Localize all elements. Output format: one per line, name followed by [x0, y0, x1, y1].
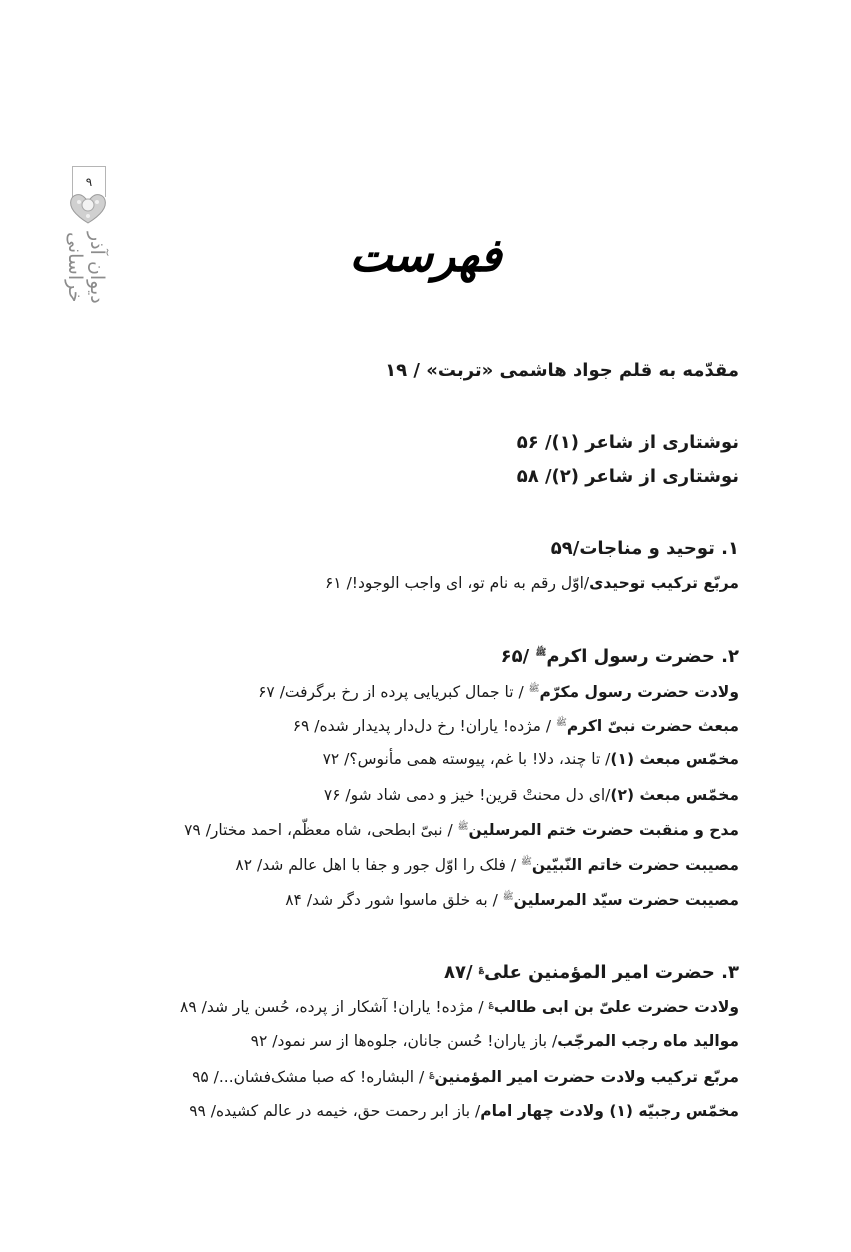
separator: /	[340, 786, 351, 804]
section-heading[interactable]	[444, 962, 739, 983]
toc-item[interactable]	[180, 998, 739, 1016]
ornament-icon	[67, 191, 109, 225]
page-ref: ۵۹	[550, 538, 573, 559]
item-title: مدح و منقبت حضرت ختم المرسلین	[468, 821, 739, 840]
separator: /	[572, 538, 580, 559]
item-title: مصیبت حضرت سیّد المرسلین	[513, 891, 739, 910]
separator: /	[309, 717, 320, 736]
item-subtitle: /اوّل رقم به نام تو، ای واجب الوجود!	[351, 574, 590, 592]
item-title: مخمّس مبعث (۱)	[610, 750, 739, 768]
section-heading[interactable]	[501, 646, 739, 667]
item-title: مربّع ترکیب ولادت حضرت امیر المؤمنین	[434, 1068, 739, 1086]
honorific-glyph-icon: ﷺ	[528, 684, 540, 694]
separator: /	[267, 1032, 278, 1050]
item-title: موالید ماه رجب المرجّب	[557, 1032, 739, 1050]
toc-entry[interactable]	[517, 466, 739, 487]
separator: /	[301, 891, 313, 910]
item-title: مبعث حضرت نبیّ اکرم	[566, 717, 739, 736]
item-subtitle: / البشاره! که صبا مشک‌فشان...	[218, 1068, 430, 1086]
section-title: ۱. توحید و مناجات	[579, 538, 739, 559]
page-ref: ۸۹	[180, 998, 197, 1016]
item-subtitle: / به خلق ماسوا شور دگر شد	[312, 891, 503, 910]
toc-entry[interactable]	[385, 360, 739, 381]
toc-item[interactable]	[323, 750, 739, 768]
honorific-glyph-icon: ﷺ	[535, 648, 547, 658]
page-ref: ۸۴	[285, 891, 302, 910]
page-title: فهرست	[349, 228, 502, 282]
item-subtitle: / باز ابر رحمت حق، خیمه در عالم کشیده	[216, 1102, 481, 1120]
page-ref: ۵۸	[516, 466, 539, 487]
page-ref: ۷۶	[323, 786, 341, 804]
separator: /	[252, 856, 263, 875]
entry-title: نوشتاری از شاعر (۲)	[551, 466, 739, 487]
entry-title: مقدّمه به قلم جواد هاشمی «تربت»	[426, 360, 739, 381]
honorific-glyph-icon: ؏	[478, 964, 485, 974]
item-subtitle: / مژده! یاران! آشکار از پرده، حُسن یار شد	[206, 998, 489, 1016]
page-ref: ۶۹	[292, 717, 310, 736]
toc-item[interactable]	[192, 1068, 739, 1086]
section-title: ۲. حضرت رسول اکرم	[546, 646, 739, 667]
item-title: مخمّس مبعث (۲)	[610, 786, 739, 804]
page-ref: ۷۹	[184, 821, 201, 840]
section-title: ۳. حضرت امیر المؤمنین علی	[484, 962, 739, 983]
toc-item[interactable]	[285, 890, 739, 909]
page-ref: ۷۲	[322, 750, 340, 768]
item-subtitle: / تا چند، دلا! با غم، پیوسته همی مأنوس؟	[349, 750, 611, 768]
item-subtitle: / نبیّ ابطحی، شاه معظّم، احمد مختار	[210, 821, 458, 840]
page-number: ۹	[85, 175, 93, 189]
separator: /	[522, 646, 536, 667]
item-subtitle: / باز یاران! حُسن جانان، جلوه‌ها از سر نمود	[277, 1032, 558, 1050]
toc-item[interactable]	[258, 682, 739, 701]
separator: /	[341, 574, 352, 592]
honorific-glyph-icon: ﷺ	[457, 822, 469, 832]
toc-entry[interactable]	[517, 432, 739, 453]
page-ref: ۱۹	[385, 360, 408, 381]
honorific-glyph-icon: ﷺ	[520, 857, 532, 867]
separator: /	[538, 432, 552, 453]
honorific-glyph-icon: ﷺ	[556, 718, 567, 728]
separator: /	[407, 360, 427, 381]
separator: /	[538, 466, 552, 487]
page-ref: ۹۹	[189, 1102, 206, 1120]
page-ref: ۶۵	[500, 646, 523, 667]
item-subtitle: / فلک را اوّل جور و جفا با اهل عالم شد	[262, 856, 521, 875]
separator: /	[274, 683, 285, 702]
page-ref: ۸۷	[443, 962, 466, 983]
toc-item[interactable]	[189, 1102, 739, 1120]
honorific-glyph-icon: ؏	[488, 998, 494, 1009]
running-title: دیوان آذر خراسانی	[64, 232, 108, 304]
separator: /	[196, 998, 207, 1016]
toc-item[interactable]	[251, 1032, 739, 1050]
item-subtitle: /ای دل محنتْ قرین! خیز و دمی شاد شو	[350, 786, 611, 804]
toc-item[interactable]	[293, 716, 739, 735]
page-ref: ۶۱	[324, 574, 342, 592]
page-ref: ۶۷	[258, 683, 275, 702]
entry-title: نوشتاری از شاعر (۱)	[551, 432, 739, 453]
separator: /	[339, 750, 350, 768]
page-ref: ۹۲	[250, 1032, 268, 1050]
section-heading[interactable]	[551, 538, 739, 559]
separator: /	[208, 1068, 219, 1086]
honorific-glyph-icon: ؏	[429, 1068, 435, 1079]
page-ref: ۵۶	[516, 432, 539, 453]
item-subtitle: / مژده! یاران! رخ دل‌دار پدیدار شده	[319, 717, 557, 736]
page-ref: ۸۲	[235, 856, 253, 875]
honorific-glyph-icon: ﷺ	[502, 892, 514, 902]
page-ref: ۹۵	[192, 1068, 209, 1086]
item-subtitle: / تا جمال کبریایی پرده از رخ برگرفت	[284, 683, 529, 702]
toc-item[interactable]	[325, 574, 739, 592]
separator: /	[200, 821, 211, 840]
item-title: مربّع ترکیب توحیدی	[589, 574, 739, 592]
item-title: ولادت حضرت رسول مکرّم	[539, 683, 739, 702]
toc-item[interactable]	[184, 820, 739, 839]
toc-item[interactable]	[324, 786, 739, 804]
item-title: ولادت حضرت علیّ بن ابی طالب	[493, 998, 739, 1016]
separator: /	[465, 962, 479, 983]
item-title: مخمّس رجبیّه (۱) ولادت چهار امام	[480, 1102, 739, 1120]
separator: /	[205, 1102, 217, 1120]
item-title: مصیبت حضرت خاتم النّبیّین	[531, 856, 739, 875]
toc-item[interactable]	[235, 855, 739, 874]
